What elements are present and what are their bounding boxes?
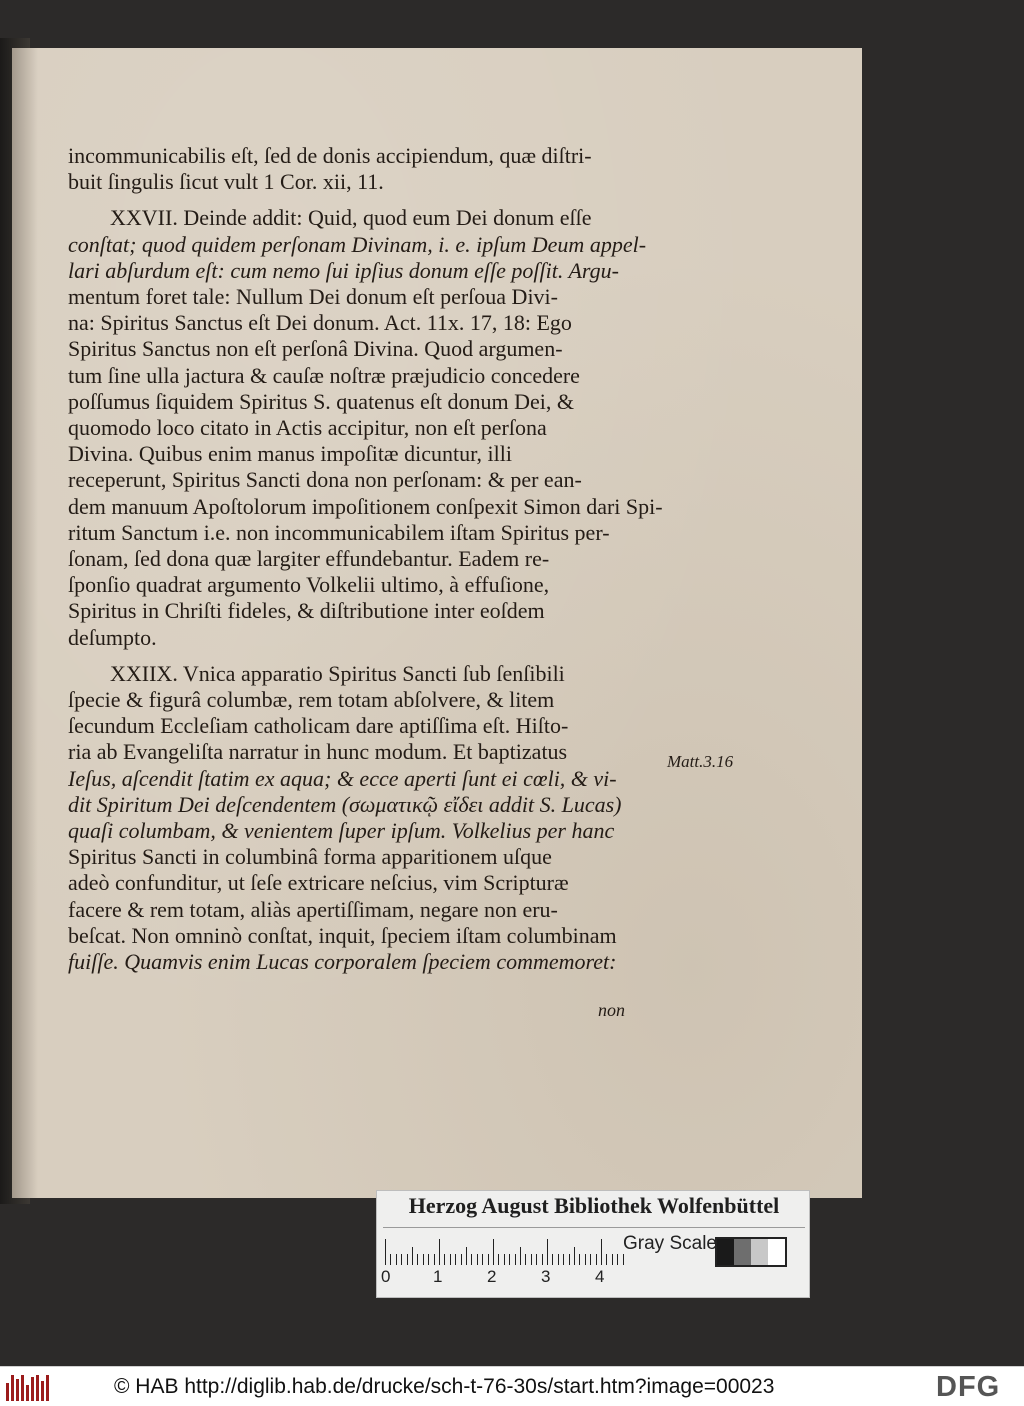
- catchword: non: [598, 1000, 625, 1020]
- text-line: beſcat. Non omninò conſtat, inquit, ſpeciem iſtam columbinam: [68, 922, 617, 948]
- ruler-tick: [606, 1254, 607, 1265]
- text-line: poſſumus ſiquidem Spiritus S. quatenus eſt donum Dei, &: [68, 388, 574, 414]
- ruler-tick: [434, 1254, 435, 1265]
- hab-logo-icon: [6, 1373, 50, 1401]
- text-line: tum ſine ulla jactura & cauſæ noſtræ præjudicio concedere: [68, 362, 580, 388]
- ruler-tick: [596, 1254, 597, 1265]
- footer-bar: [0, 1366, 1024, 1406]
- ruler-tick: [531, 1254, 532, 1265]
- text-line: facere & rem totam, aliàs apertiſſimam, negare non eru-: [68, 896, 558, 922]
- text-line: Spiritus Sancti in columbinâ forma apparitionem uſque: [68, 844, 552, 870]
- color-ruler-card: [376, 1190, 810, 1298]
- ruler-numbers: [379, 1267, 619, 1291]
- ruler-tick: [488, 1254, 489, 1265]
- ruler-tick: [552, 1254, 553, 1265]
- ruler-tick: [482, 1254, 483, 1265]
- ruler-tick: [390, 1254, 391, 1265]
- ruler-tick: [471, 1254, 472, 1265]
- text-line: quomodo loco citato in Actis accipitur, non eſt perſona: [68, 415, 547, 441]
- ruler-tick: [590, 1254, 591, 1265]
- text-line: Divina. Quibus enim manus impoſitæ dicuntur, illi: [68, 441, 512, 467]
- page-text: [68, 143, 668, 985]
- ruler-tick: [423, 1254, 424, 1265]
- gray-swatch-cell: [768, 1239, 785, 1265]
- ruler-tick: [498, 1254, 499, 1265]
- paragraph-xxvii: [68, 205, 668, 650]
- text-line: ſponſio quadrat argumento Volkelii ultimo, à effuſione,: [68, 572, 550, 598]
- ruler-number: 0: [381, 1267, 391, 1286]
- ruler-tick: [585, 1254, 586, 1265]
- gray-swatch-cell: [751, 1239, 768, 1265]
- ruler-tick: [504, 1254, 505, 1265]
- ruler-tick: [444, 1254, 445, 1265]
- page-gutter: [12, 48, 38, 1198]
- ruler-tick: [493, 1239, 494, 1265]
- ruler-tick: [466, 1247, 467, 1265]
- dfg-logo: DFG: [936, 1371, 1001, 1403]
- text-line: buit ſingulis ſicut vult 1 Cor. xii, 11.: [68, 169, 384, 195]
- ruler-tick: [385, 1239, 386, 1265]
- ruler-tick: [412, 1247, 413, 1265]
- ruler-tick: [525, 1254, 526, 1265]
- text-line: XXIIX. Vnica apparatio Spiritus Sancti ſub ſenſibili: [110, 660, 565, 686]
- ruler-title: Herzog August Bibliothek Wolfenbüttel: [408, 1193, 780, 1218]
- ruler-tick: [563, 1254, 564, 1265]
- text-line: Ieſus, aſcendit ſtatim ex aqua; & ecce aperti ſunt ei cœli, & vi-: [68, 765, 617, 791]
- ruler-tick: [417, 1254, 418, 1265]
- ruler-tick: [612, 1254, 613, 1265]
- text-line: ria ab Evangeliſta narratur in hunc modum. Et baptizatus: [68, 739, 568, 765]
- text-line: adeò confunditur, ut ſeſe extricare neſcius, vim Scripturæ: [68, 870, 569, 896]
- ruler-tick: [428, 1254, 429, 1265]
- ruler-number: 1: [433, 1267, 443, 1286]
- text-line: ſecundum Eccleſiam catholicam dare aptiſſima eſt. Hiſto-: [68, 713, 569, 739]
- ruler-tick: [617, 1254, 618, 1265]
- ruler-tick: [623, 1254, 624, 1265]
- paragraph-1: [68, 143, 668, 195]
- text-line: Spiritus in Chriſti fideles, & diſtributione inter eoſdem: [68, 598, 545, 624]
- footer-copyright-url[interactable]: © HAB http://diglib.hab.de/drucke/sch-t-76-30s/start.htm?image=00023: [114, 1375, 775, 1398]
- text-line: Spiritus Sanctus non eſt perſonâ Divina. Quod argumen-: [68, 336, 563, 362]
- text-line: mentum foret tale: Nullum Dei donum eſt perſoua Divi-: [68, 284, 558, 310]
- ruler-tick: [439, 1239, 440, 1265]
- text-line: XXVII. Deinde addit: Quid, quod eum Dei donum eſſe: [110, 205, 592, 231]
- text-line: lari abſurdum eſt: cum nemo ſui ipſius donum eſſe poſſit. Argu-: [68, 257, 619, 283]
- text-line: dit Spiritum Dei deſcendentem (σωματικῷ εἴδει addit S. Lucas): [68, 791, 622, 817]
- ruler-tick: [407, 1254, 408, 1265]
- ruler-divider: [383, 1227, 805, 1228]
- ruler-tick: [477, 1254, 478, 1265]
- ruler-tick: [558, 1254, 559, 1265]
- text-line: ſpecie & figurâ columbæ, rem totam abſolvere, & litem: [68, 687, 555, 713]
- gray-scale-swatch: [715, 1237, 787, 1267]
- ruler-number: 4: [595, 1267, 605, 1286]
- ruler-tick: [574, 1247, 575, 1265]
- text-line: receperunt, Spiritus Sancti dona non perſonam: & per ean-: [68, 467, 582, 493]
- ruler-tick: [461, 1254, 462, 1265]
- ruler-tick: [569, 1254, 570, 1265]
- text-line: conſtat; quod quidem perſonam Divinam, i. e. ipſum Deum appel-: [68, 231, 647, 257]
- text-line: deſumpto.: [68, 624, 157, 650]
- text-line: ſonam, ſed dona quæ largiter effundebantur. Eadem re-: [68, 546, 550, 572]
- paragraph-xxiix: [68, 661, 668, 975]
- ruler-tick: [450, 1254, 451, 1265]
- gray-swatch-cell: [734, 1239, 751, 1265]
- ruler-tick: [455, 1254, 456, 1265]
- margin-note: Matt.3.16: [667, 752, 734, 771]
- text-line: fuiſſe. Quamvis enim Lucas corporalem ſpeciem commemoret:: [68, 949, 617, 975]
- ruler-tick: [515, 1254, 516, 1265]
- ruler-ticks: [385, 1239, 615, 1265]
- ruler-tick: [579, 1254, 580, 1265]
- text-line: ritum Sanctum i.e. non incommunicabilem iſtam Spiritus per-: [68, 519, 610, 545]
- gray-scale-label: Gray Scale: [623, 1233, 717, 1254]
- ruler-tick: [547, 1239, 548, 1265]
- ruler-tick: [542, 1254, 543, 1265]
- text-line: dem manuum Apoſtolorum impoſitionem conſpexit Simon dari Spi-: [68, 493, 663, 519]
- ruler-tick: [601, 1239, 602, 1265]
- ruler-tick: [401, 1254, 402, 1265]
- ruler-number: 3: [541, 1267, 551, 1286]
- text-line: incommunicabilis eſt, ſed de donis accipiendum, quæ diſtri-: [68, 143, 592, 168]
- ruler-tick: [536, 1254, 537, 1265]
- ruler-tick: [509, 1254, 510, 1265]
- gray-swatch-cell: [717, 1239, 734, 1265]
- text-line: na: Spiritus Sanctus eſt Dei donum. Act. 11x. 17, 18: Ego: [68, 310, 572, 336]
- text-line: quaſi columbam, & venientem ſuper ipſum. Volkelius per hanc: [68, 818, 615, 844]
- ruler-number: 2: [487, 1267, 497, 1286]
- ruler-tick: [520, 1247, 521, 1265]
- ruler-tick: [396, 1254, 397, 1265]
